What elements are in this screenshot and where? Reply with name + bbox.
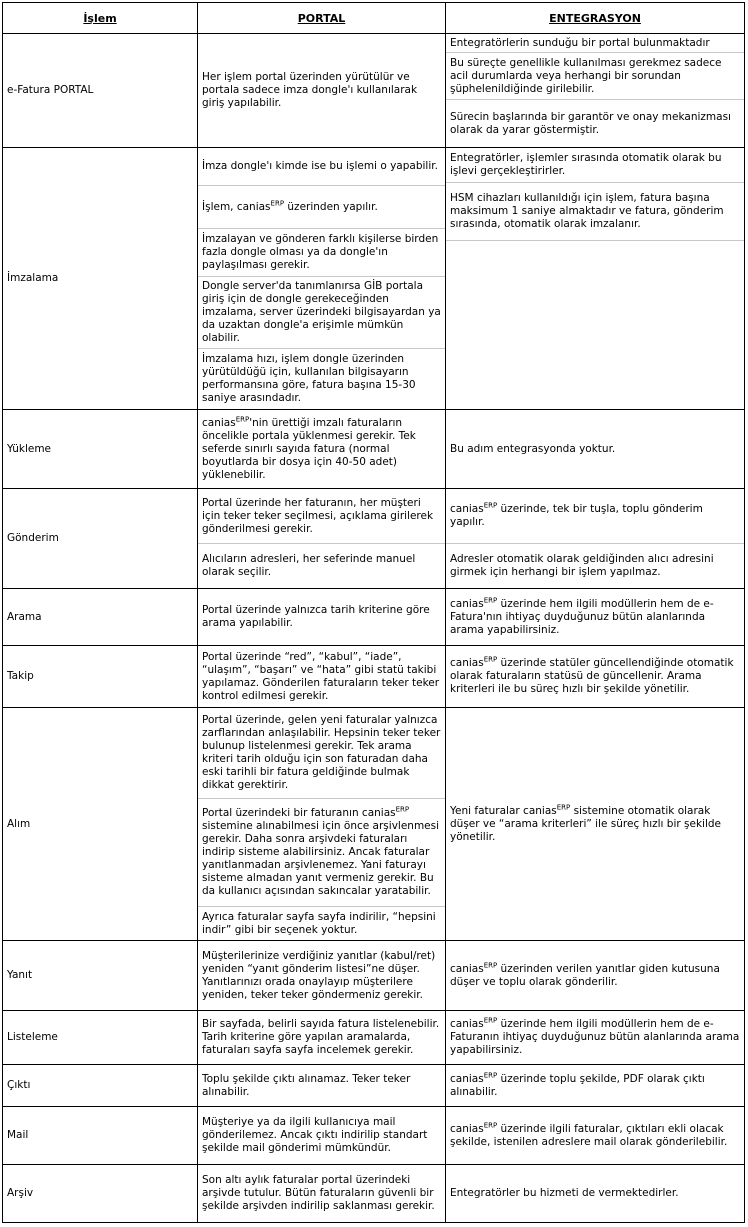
entegrasyon-cell-text: canias$^{ERP}$ üzerinde hem ilgili modüllerin hem de e-Fatura'nın ihtiyaç duyduğunuz bütün alanlarında arama yapabilirsiniz. (450, 596, 714, 636)
portal-cell-text: İmzalama hızı, işlem dongle üzerinden yürütüldüğü için, kullanılan bilgisayarın performansına göre, fatura başına 15-30 saniye arasındadır. (202, 353, 416, 404)
portal-cell (198, 799, 445, 906)
row-label-text: Mail (7, 1129, 29, 1141)
entegrasyon-cell-text: canias$^{ERP}$ üzerinde ilgili faturalar, çıktıları ekli olacak şekilde, istenilen adreslere mail olarak gönderilebilir. (450, 1121, 728, 1148)
row-label-text: Alım (7, 817, 31, 830)
entegrasyon-cell-text: Entegratörler, işlemler sırasında otomatik olarak bu işlevi gerçekleştirirler. (450, 152, 722, 177)
row-label-text: Gönderim (7, 532, 59, 544)
portal-cell (198, 410, 445, 488)
row-label (3, 1165, 197, 1222)
entegrasyon-cell-text: canias$^{ERP}$ üzerinde, tek bir tuşla, toplu gönderim yapılır. (450, 501, 703, 528)
row-label (3, 148, 197, 409)
portal-cell-text: Portal üzerinde her faturanın, her müşteri için teker teker seçilmesi, açıklama girilerek gönderilmesi gerekir. (202, 496, 434, 535)
entegrasyon-cell-text: Sürecin başlarında bir garantör ve onay mekanizması olarak da yarar göstermiştir. (450, 110, 731, 136)
header-portal-text: PORTAL (297, 11, 346, 25)
portal-cell (198, 1065, 445, 1106)
entegrasyon-cell-text: Entegratörler bu hizmeti de vermektedirler. (450, 1187, 679, 1199)
row-label (3, 1011, 197, 1064)
portal-cell (198, 941, 445, 1010)
portal-cell-text: canias$^{ERP}$'nin ürettiği imzalı faturaların öncelikle portala yüklenmesi gerekir. Tek seferde sınırlı sayıda fatura (normal boyutlarda bir dosya için 40-50 adet) yüklenebilir. (202, 415, 416, 481)
portal-cell-text: Portal üzerinde, gelen yeni faturalar yalnızca zarflarından anlaşılabilir. Hepsinin teker teker bulunup listelenmesi gerekir. Tek arama kriteri tarih olduğu için son faturadan daha eski tarihli bir fatura geldiğinde bulmak dikkat gerektirir. (202, 714, 441, 791)
portal-cell (198, 186, 445, 228)
row-label (3, 708, 197, 940)
superscript-erp: ERP (483, 655, 498, 664)
portal-cell-text: İşlem, canias$^{ERP}$ üzerinden yapılır. (202, 199, 378, 213)
portal-cell (198, 1165, 445, 1222)
superscript-erp: ERP (556, 803, 571, 811)
entegrasyon-cell (446, 148, 744, 182)
portal-cell-text: İmza dongle'ı kimde ise bu işlemi o yapabilir. (202, 160, 438, 172)
entegrasyon-cell (446, 1165, 744, 1222)
entegrasyon-cell (446, 410, 744, 488)
superscript-erp: ERP (395, 805, 410, 814)
row-label-text: Yükleme (7, 442, 52, 455)
entegrasyon-cell (446, 1011, 744, 1064)
row-label-text: Arama (7, 610, 42, 623)
row-label-text: Listeleme (7, 1031, 58, 1043)
entegrasyon-cell-text: canias$^{ERP}$ üzerinde statüler güncellendiğinde otomatik olarak faturaların statüsü de güncellenir. Arama kriterleri ile bu süreç hızlı bir şekilde yönetilir. (450, 655, 734, 695)
row-label (3, 410, 197, 488)
superscript-erp: ERP (483, 961, 498, 969)
entegrasyon-cell (446, 34, 744, 52)
portal-cell-text: Her işlem portal üzerinden yürütülür ve portala sadece imza dongle'ı kullanılarak giriş yapılabilir. (202, 71, 418, 109)
portal-cell-text: Portal üzerinde “red”, “kabul”, “iade”, “ulaşım”, “başarı” ve “hata” gibi statü takibi yapılamaz. Gönderilen faturaların teker teker kontrol edilmesi gerekir. (202, 650, 440, 702)
portal-cell-text: Müşterilerinize verdiğiniz yanıtlar (kabul/ret) yeniden “yanıt gönderim listesi”ne düşer. Yanıtlarınızı orada onaylayıp müşterilere yeniden, teker teker göndermeniz gerekir. (202, 949, 436, 1001)
portal-cell-text: İmzalayan ve gönderen farklı kişilerse birden fazla dongle olması ya da dongle'ın paylaşılması gerekir. (202, 233, 439, 271)
portal-cell-text: Ayrıca faturalar sayfa sayfa indirilir, “hepsini indir” gibi bir seçenek yoktur. (202, 910, 436, 936)
header-portal (198, 3, 445, 33)
portal-cell-text: Müşteriye ya da ilgili kullanıcıya mail gönderilemez. Ancak çıktı indirilip standart şekilde mail gönderimi mümkündür. (202, 1116, 428, 1154)
entegrasyon-cell-text: canias$^{ERP}$ üzerinden verilen yanıtlar giden kutusuna düşer ve toplu olarak gönderilir. (450, 961, 720, 988)
portal-cell (198, 708, 445, 798)
entegrasyon-cell (446, 1065, 744, 1106)
entegrasyon-cell (446, 589, 744, 645)
header-entegrasyon (446, 3, 744, 33)
entegrasyon-cell-text: canias$^{ERP}$ üzerinde hem ilgili modüllerin hem de e-Faturanın ihtiyaç duyduğunuz bütün alanlarında arama yapabilirsiniz. (450, 1016, 740, 1056)
portal-cell (198, 229, 445, 276)
superscript-erp: ERP (483, 501, 498, 510)
portal-cell (198, 277, 445, 348)
portal-cell (198, 34, 445, 147)
portal-cell (198, 589, 445, 645)
portal-cell-text: Son altı aylık faturalar portal üzerindeki arşivde tutulur. Bütün faturaların güvenli bir şekilde arşivden indirilip saklanması gerekir. (202, 1174, 435, 1212)
superscript-erp: ERP (483, 1016, 498, 1025)
row-label (3, 34, 197, 147)
row-label (3, 589, 197, 645)
portal-cell (198, 349, 445, 409)
row-label-text: Takip (7, 670, 34, 682)
portal-cell-text: Portal üzerinde yalnızca tarih kriterine göre arama yapılabilir. (202, 604, 430, 629)
row-label (3, 646, 197, 707)
entegrasyon-cell (446, 941, 744, 1010)
entegrasyon-cell-text: Adresler otomatik olarak geldiğinden alıcı adresini girmek için herhangi bir işlem yapılmaz. (450, 553, 714, 578)
header-islem (3, 3, 197, 33)
entegrasyon-cell-text: HSM cihazları kullanıldığı için işlem, fatura başına maksimum 1 saniye almaktadır ve fatura, gönderim sırasında, otomatik olarak imzalanır. (450, 192, 724, 230)
portal-cell (198, 1011, 445, 1064)
row-label-text: İmzalama (7, 272, 59, 284)
portal-cell (198, 1107, 445, 1164)
entegrasyon-cell (446, 241, 744, 409)
portal-cell-text: Alıcıların adresleri, her seferinde manuel olarak seçilir. (202, 553, 416, 578)
entegrasyon-cell-text: canias$^{ERP}$ üzerinde toplu şekilde, PDF olarak çıktı alınabilir. (450, 1071, 705, 1098)
row-label (3, 941, 197, 1010)
entegrasyon-cell (446, 1107, 744, 1164)
superscript-erp: ERP (235, 415, 250, 423)
entegrasyon-cell (446, 708, 744, 940)
header-entegrasyon-text: ENTEGRASYON (549, 11, 641, 25)
portal-cell (198, 646, 445, 707)
row-label-text: Arşiv (7, 1187, 34, 1199)
entegrasyon-cell-text: Entegratörlerin sunduğu bir portal bulunmaktadır (450, 36, 710, 49)
superscript-erp: ERP (483, 596, 498, 604)
entegrasyon-cell-text: Bu adım entegrasyonda yoktur. (450, 442, 616, 455)
entegrasyon-cell (446, 100, 744, 147)
entegrasyon-cell (446, 544, 744, 588)
row-label-text: e-Fatura PORTAL (7, 84, 94, 96)
portal-cell (198, 544, 445, 588)
header-islem-text: İşlem (83, 11, 117, 25)
portal-cell (198, 489, 445, 543)
row-label (3, 489, 197, 588)
entegrasyon-cell-text: Bu süreçte genellikle kullanılması gerekmez sadece acil durumlarda veya herhangi bir sorundan şüphelenildiğinde girilebilir. (450, 56, 722, 95)
entegrasyon-cell (446, 183, 744, 240)
portal-cell (198, 148, 445, 185)
row-label-text: Çıktı (7, 1079, 31, 1091)
superscript-erp: ERP (270, 199, 285, 207)
superscript-erp: ERP (483, 1121, 498, 1129)
entegrasyon-cell-text: Yeni faturalar canias$^{ERP}$ sistemine otomatik olarak düşer ve “arama kriterleri” ile süreç hızlı bir şekilde yönetilir. (450, 803, 722, 843)
portal-cell-text: Portal üzerindeki bir faturanın canias$^{ERP}$ sistemine alınabilmesi için önce arşivlenmesi gerekir. Daha sonra arşivdeki faturaları indirip sisteme alabilirsiniz. Ancak faturalar yanıtlanmadan arşivlenemez. Yani faturayı sisteme almadan yanıt vermeniz gerekir. Bu da kullanıcı açısından sakıncalar yaratabilir. (202, 805, 440, 897)
row-label-text: Yanıt (7, 969, 33, 981)
row-label (3, 1065, 197, 1106)
row-label (3, 1107, 197, 1164)
entegrasyon-cell (446, 489, 744, 543)
portal-cell-text: Dongle server'da tanımlanırsa GİB portala giriş için de dongle gerekeceğinden imzalama, server üzerindeki bilgisayardan ya da uzaktan dongle'a erişimle mümkün olabilir. (202, 280, 441, 344)
portal-cell (198, 907, 445, 940)
entegrasyon-cell (446, 53, 744, 99)
entegrasyon-cell (446, 646, 744, 707)
portal-cell-text: Toplu şekilde çıktı alınamaz. Teker teker alınabilir. (202, 1072, 411, 1098)
portal-cell-text: Bir sayfada, belirli sayıda fatura listelenebilir. Tarih kriterine göre yapılan aramalarda, faturaları sayfa sayfa incelemek gerekir. (202, 1018, 440, 1056)
superscript-erp: ERP (483, 1071, 498, 1079)
